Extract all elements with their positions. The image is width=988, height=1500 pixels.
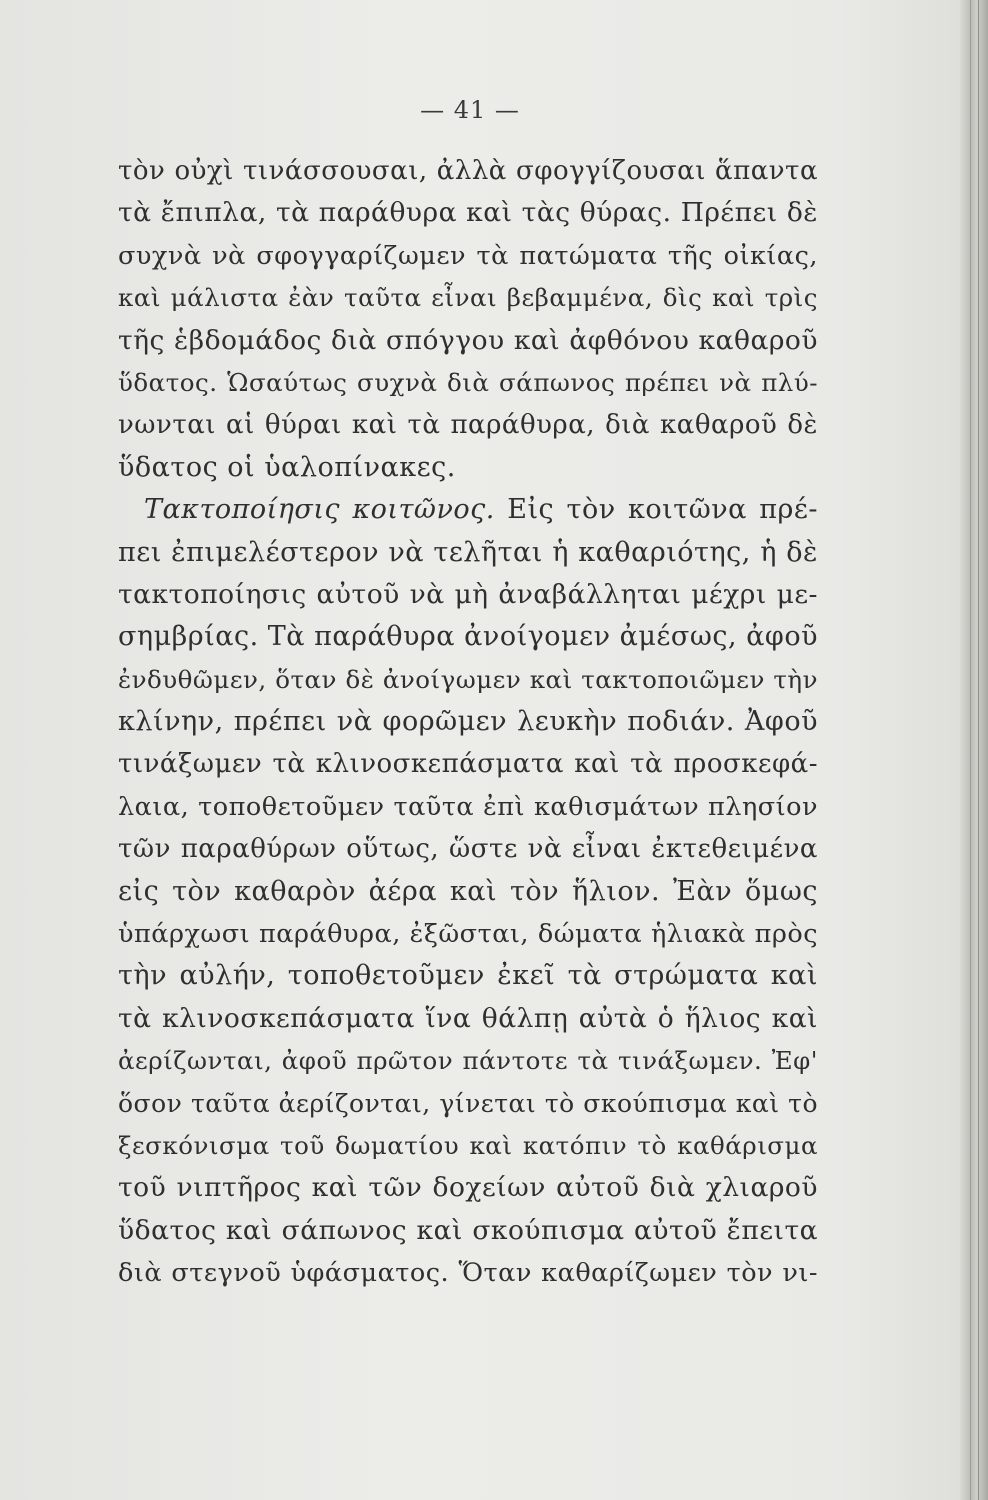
text-line: νωνται αἱ θύραι καὶ τὰ παράθυρα, διὰ καθαροῦ δὲ	[118, 410, 818, 441]
text-line: ὕδατος. Ὡσαύτως συχνὰ διὰ σάπωνος πρέπει νὰ πλύ-	[118, 367, 818, 397]
text-line: κλίνην, πρέπει νὰ φορῶμεν λευκὴν ποδιάν. Ἀφοῦ	[118, 706, 818, 738]
text-line: τὸν οὐχὶ τινάσσουσαι, ἀλλὰ σφογγίζουσαι ἅπαντα	[118, 156, 818, 186]
text-line: τακτοποίησις αὐτοῦ νὰ μὴ ἀναβάλληται μέχρι με-	[118, 578, 818, 610]
text-line: πει ἐπιμελέστερον νὰ τελῆται ἡ καθαριότης, ἡ δὲ	[118, 536, 818, 568]
body-text	[118, 150, 818, 1295]
page-number: — 41 —	[420, 96, 520, 124]
text-line: τῶν παραθύρων οὕτως, ὥστε νὰ εἶναι ἐκτεθειμένα	[118, 834, 818, 865]
text-line: σημβρίας. Τὰ παράθυρα ἀνοίγομεν ἀμέσως, ἀφοῦ	[118, 621, 818, 653]
text-line: εἰς τὸν καθαρὸν ἀέρα καὶ τὸν ἥλιον. Ἐὰν ὅμως	[118, 875, 818, 907]
text-line: διὰ στεγνοῦ ὑφάσματος. Ὅταν καθαρίζωμεν τὸν νι-	[118, 1258, 818, 1289]
section-heading: Τακτοποίησις κοιτῶνος.	[144, 494, 495, 526]
text-line: ὕδατος καὶ σάπωνος καὶ σκούπισμα αὐτοῦ ἔπειτα	[118, 1214, 818, 1246]
text-line: λαια, τοποθετοῦμεν ταῦτα ἐπὶ καθισμάτων πλησίον	[118, 791, 818, 822]
text-line: ὑπάρχωσι παράθυρα, ἐξῶσται, δώματα ἡλιακὰ πρὸς	[118, 919, 818, 950]
text-line: συχνὰ νὰ σφογγαρίζωμεν τὰ πατώματα τῆς οἰκίας,	[118, 240, 818, 271]
text-line: τὰ κλινοσκεπάσματα ἵνα θάλπῃ αὐτὰ ὁ ἥλιος καὶ	[118, 1002, 818, 1034]
text-line: τοῦ νιπτῆρος καὶ τῶν δοχείων αὐτοῦ διὰ χλιαροῦ	[118, 1172, 818, 1204]
text-line: ὅσον ταῦτα ἀερίζονται, γίνεται τὸ σκούπισμα καὶ τὸ	[118, 1088, 818, 1118]
section-heading-rest: Εἰς τὸν κοιτῶνα πρέ-	[494, 494, 819, 526]
text-line: τῆς ἑβδομάδος διὰ σπόγγου καὶ ἀφθόνου καθαροῦ	[118, 324, 818, 356]
text-line: ξεσκόνισμα τοῦ δωματίου καὶ κατόπιν τὸ καθάρισμα	[118, 1130, 818, 1160]
text-line: καὶ μάλιστα ἐὰν ταῦτα εἶναι βεβαμμένα, δὶς καὶ τρὶς	[118, 283, 818, 313]
text-line: τινάξωμεν τὰ κλινοσκεπάσματα καὶ τὰ προσκεφά-	[118, 749, 818, 780]
text-line: ἐνδυθῶμεν, ὅταν δὲ ἀνοίγωμεν καὶ τακτοποιῶμεν τὴν	[118, 664, 818, 694]
text-line: τὴν αὐλήν, τοποθετοῦμεν ἐκεῖ τὰ στρώματα καὶ	[118, 960, 818, 992]
text-line: ἀερίζωνται, ἀφοῦ πρῶτον πάντοτε τὰ τινάξωμεν. Ἐφ'	[118, 1046, 818, 1076]
book-spine-edge	[960, 0, 988, 1500]
text-line: τὰ ἔπιπλα, τὰ παράθυρα καὶ τὰς θύρας. Πρέπει δὲ	[118, 197, 818, 229]
text-line: ὕδατος οἱ ὑαλοπίνακες.	[118, 451, 456, 483]
section-heading-line	[118, 489, 818, 531]
